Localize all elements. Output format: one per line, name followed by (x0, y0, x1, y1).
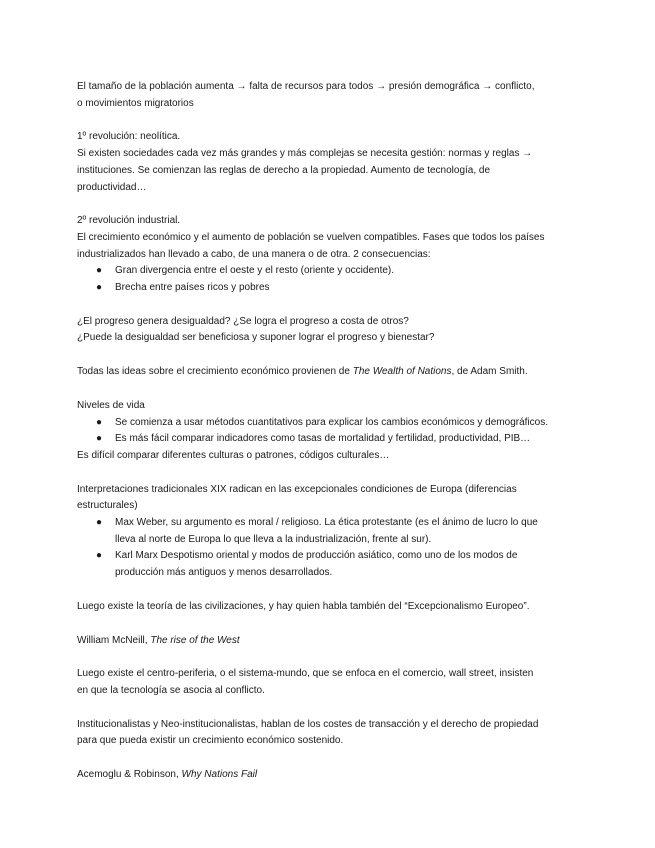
paragraph-industrial (77, 213, 577, 297)
text-line: Si existen sociedades cada vez más grandes y más complejas se necesita gestión: normas y reglas → (77, 148, 533, 160)
paragraph-acemoglu (77, 767, 577, 784)
paragraph-institutionalists (77, 717, 577, 750)
list-item-text: Se comienza a usar métodos cuantitativos para explicar los cambios económicos y demográficos. (115, 416, 548, 428)
list-item (77, 548, 577, 581)
paragraph-neolithic (77, 129, 577, 196)
bullet-list (77, 415, 577, 448)
text-line: El tamaño de la población aumenta → falta de recursos para todos → presión demográfica → conflicto, (77, 81, 535, 92)
text-line: Institucionalistas y Neo-institucionalistas, hablan de los costes de transacción y el derecho de propiedad (77, 718, 539, 730)
list-item (77, 415, 577, 432)
list-item-text: Max Weber, su argumento es moral / religioso. La ética protestante (es el ánimo de lucro lo que (115, 517, 538, 529)
text-line: El crecimiento económico y el aumento de población se vuelven compatibles. Fases que todos los países (77, 231, 545, 243)
paragraph-smith (77, 364, 577, 381)
paragraph-interpretations (77, 482, 577, 582)
bullet-icon: ● (96, 550, 103, 562)
text-line: Luego existe el centro-periferia, o el sistema-mundo, que se enfoca en el comercio, wall street, insisten (77, 668, 534, 680)
list-item (77, 263, 577, 280)
section-heading: 2º revolución industrial. (77, 215, 181, 227)
book-title: The Wealth of Nations (352, 366, 452, 378)
document-page (77, 79, 577, 784)
bullet-icon: ● (96, 416, 103, 428)
bullet-icon: ● (96, 517, 103, 529)
list-item-text: producción más antiguos y menos desarrollados. (115, 567, 333, 579)
text-span: William McNeill, (77, 634, 151, 646)
list-item (77, 431, 577, 448)
text-line (77, 364, 577, 381)
text-line: Es difícil comparar diferentes culturas o patrones, códigos culturales… (77, 449, 390, 461)
book-title: The rise of the West (150, 634, 240, 646)
bullet-list (77, 263, 577, 296)
text-line: Interpretaciones tradicionales XIX radican en las excepcionales condiciones de Europa (diferencias (77, 483, 517, 495)
section-heading: 1º revolución: neolítica. (77, 131, 181, 143)
text-span: Acemoglu & Robinson, (77, 769, 182, 781)
paragraph-questions (77, 314, 577, 347)
list-item-text: Karl Marx Despotismo oriental y modos de producción asiático, como uno de los modos de (115, 550, 518, 562)
paragraph-mcneill (77, 633, 577, 650)
text-line: o movimientos migratorios (77, 97, 194, 109)
paragraph-population (77, 79, 577, 112)
list-item-text: Es más fácil comparar indicadores como tasas de mortalidad y fertilidad, productividad, PIB… (115, 433, 531, 445)
list-item (77, 515, 577, 548)
text-line: industrializados han llevado a cabo, de una manera o de otra. 2 consecuencias: (77, 248, 431, 260)
paragraph-living-standards (77, 398, 577, 465)
text-line: instituciones. Se comienzan las reglas de derecho a la propiedad. Aumento de tecnología, de (77, 164, 491, 176)
text-span: Todas las ideas sobre el crecimiento económico provienen de (77, 366, 353, 378)
bullet-icon: ● (96, 282, 103, 294)
list-item (77, 280, 577, 297)
text-line: para que pueda existir un crecimiento económico sostenido. (77, 735, 344, 747)
bullet-icon: ● (96, 433, 103, 445)
text-span: , de Adam Smith. (451, 366, 528, 378)
list-item-text: Gran divergencia entre el oeste y el resto (oriente y occidente). (115, 265, 395, 277)
paragraph-civilizations: Luego existe la teoría de las civilizaciones, y hay quien habla también del “Excepcionalismo Europeo”. (77, 600, 530, 612)
book-title: Why Nations Fail (181, 769, 258, 781)
list-item-text: Brecha entre países ricos y pobres (115, 282, 270, 294)
text-line: en que la tecnología se asocia al conflicto. (77, 684, 265, 696)
section-heading: Niveles de vida (77, 399, 145, 411)
text-line: ¿El progreso genera desigualdad? ¿Se logra el progreso a costa de otros? (77, 315, 409, 327)
text-line: productividad… (77, 181, 147, 193)
text-line: ¿Puede la desigualdad ser beneficiosa y suponer lograr el progreso y bienestar? (77, 332, 435, 344)
paragraph-center-periphery (77, 666, 577, 699)
bullet-icon: ● (96, 265, 103, 277)
text-line: estructurales) (77, 500, 138, 512)
list-item-text: lleva al norte de Europa lo que lleva a la industrialización, frente al sur). (115, 533, 432, 545)
bullet-list (77, 515, 577, 582)
